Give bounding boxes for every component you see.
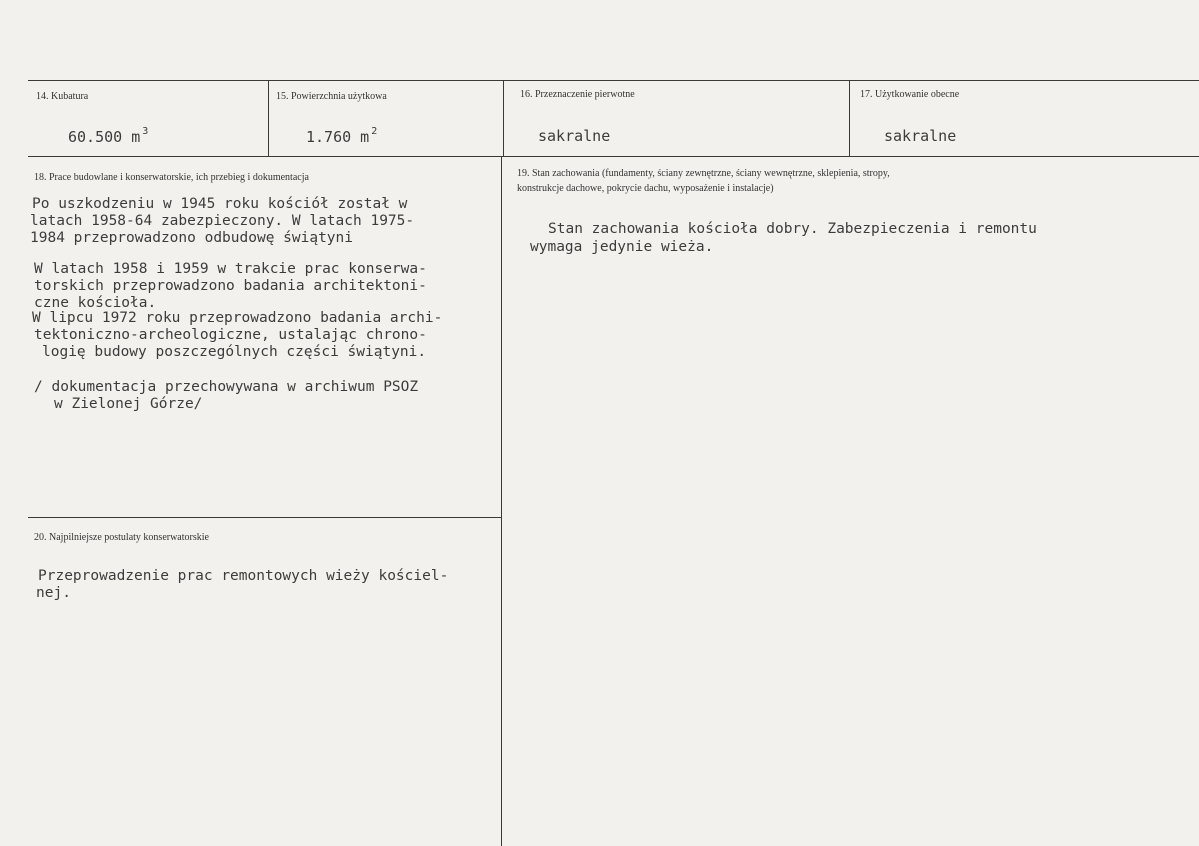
field-17-value: sakralne xyxy=(884,127,957,145)
field-19-line: Stan zachowania kościoła dobry. Zabezpieczenia i remontu xyxy=(548,221,1037,237)
field-18-line: tektoniczno-archeologiczne, ustalając chrono- xyxy=(34,327,427,343)
field-18-label: 18. Prace budowlane i konserwatorskie, ich przebieg i dokumentacja xyxy=(34,172,309,183)
field-18-line: czne kościoła. xyxy=(34,295,157,311)
field-18-line: 1984 przeprowadzono odbudowę świątyni xyxy=(30,230,354,246)
field-17-label: 17. Użytkowanie obecne xyxy=(860,89,960,100)
field-18-line: / dokumentacja przechowywana w archiwum PSOZ xyxy=(34,379,419,395)
field-16-label: 16. Przeznaczenie pierwotne xyxy=(520,89,635,100)
field-18-text xyxy=(30,196,443,443)
field-15-value-text: 1.760 m xyxy=(306,128,370,146)
field-18-line: torskich przeprowadzono badania architektoni- xyxy=(34,278,427,294)
field-15-unit-exponent: 2 xyxy=(371,126,378,137)
vrule-left-right xyxy=(501,156,502,846)
vrule-16-17 xyxy=(849,80,850,156)
field-18-line: Po uszkodzeniu w 1945 roku kościół został w xyxy=(32,196,408,212)
field-19-label-line1: 19. Stan zachowania (fundamenty, ściany zewnętrzne, ściany wewnętrzne, sklepienia, stropy, xyxy=(517,168,890,179)
field-19-text xyxy=(530,221,1037,297)
field-20-line: nej. xyxy=(36,585,71,601)
field-14-label: 14. Kubatura xyxy=(36,91,89,102)
field-20-label: 20. Najpilniejsze postulaty konserwatorskie xyxy=(34,532,209,543)
field-16-value: sakralne xyxy=(538,127,611,145)
field-18-line: W lipcu 1972 roku przeprowadzono badania archi- xyxy=(32,310,443,326)
field-19-line: wymaga jedynie wieża. xyxy=(530,239,714,255)
field-20-line: Przeprowadzenie prac remontowych wieży kościel- xyxy=(38,568,449,584)
field-18-line: W latach 1958 i 1959 w trakcie prac konserwa- xyxy=(34,261,427,277)
field-15-value xyxy=(306,128,377,149)
field-14-value xyxy=(68,128,148,149)
mid-rule xyxy=(28,156,1199,157)
rule-above-20 xyxy=(28,517,501,518)
field-20-text xyxy=(36,568,449,644)
field-18-line: w Zielonej Górze/ xyxy=(54,396,203,412)
top-rule xyxy=(28,80,1199,81)
field-15-label: 15. Powierzchnia użytkowa xyxy=(276,91,387,102)
field-18-line: latach 1958-64 zabezpieczony. W latach 1975- xyxy=(30,213,415,229)
field-19-label-line2: konstrukcje dachowe, pokrycie dachu, wyposażenie i instalacje) xyxy=(517,183,774,194)
field-18-line: logię budowy poszczególnych części świątyni. xyxy=(42,344,427,360)
vrule-15-16 xyxy=(503,80,504,156)
field-14-unit-exponent: 3 xyxy=(142,126,149,137)
field-14-value-text: 60.500 m xyxy=(68,128,141,146)
vrule-14-15 xyxy=(268,80,269,156)
